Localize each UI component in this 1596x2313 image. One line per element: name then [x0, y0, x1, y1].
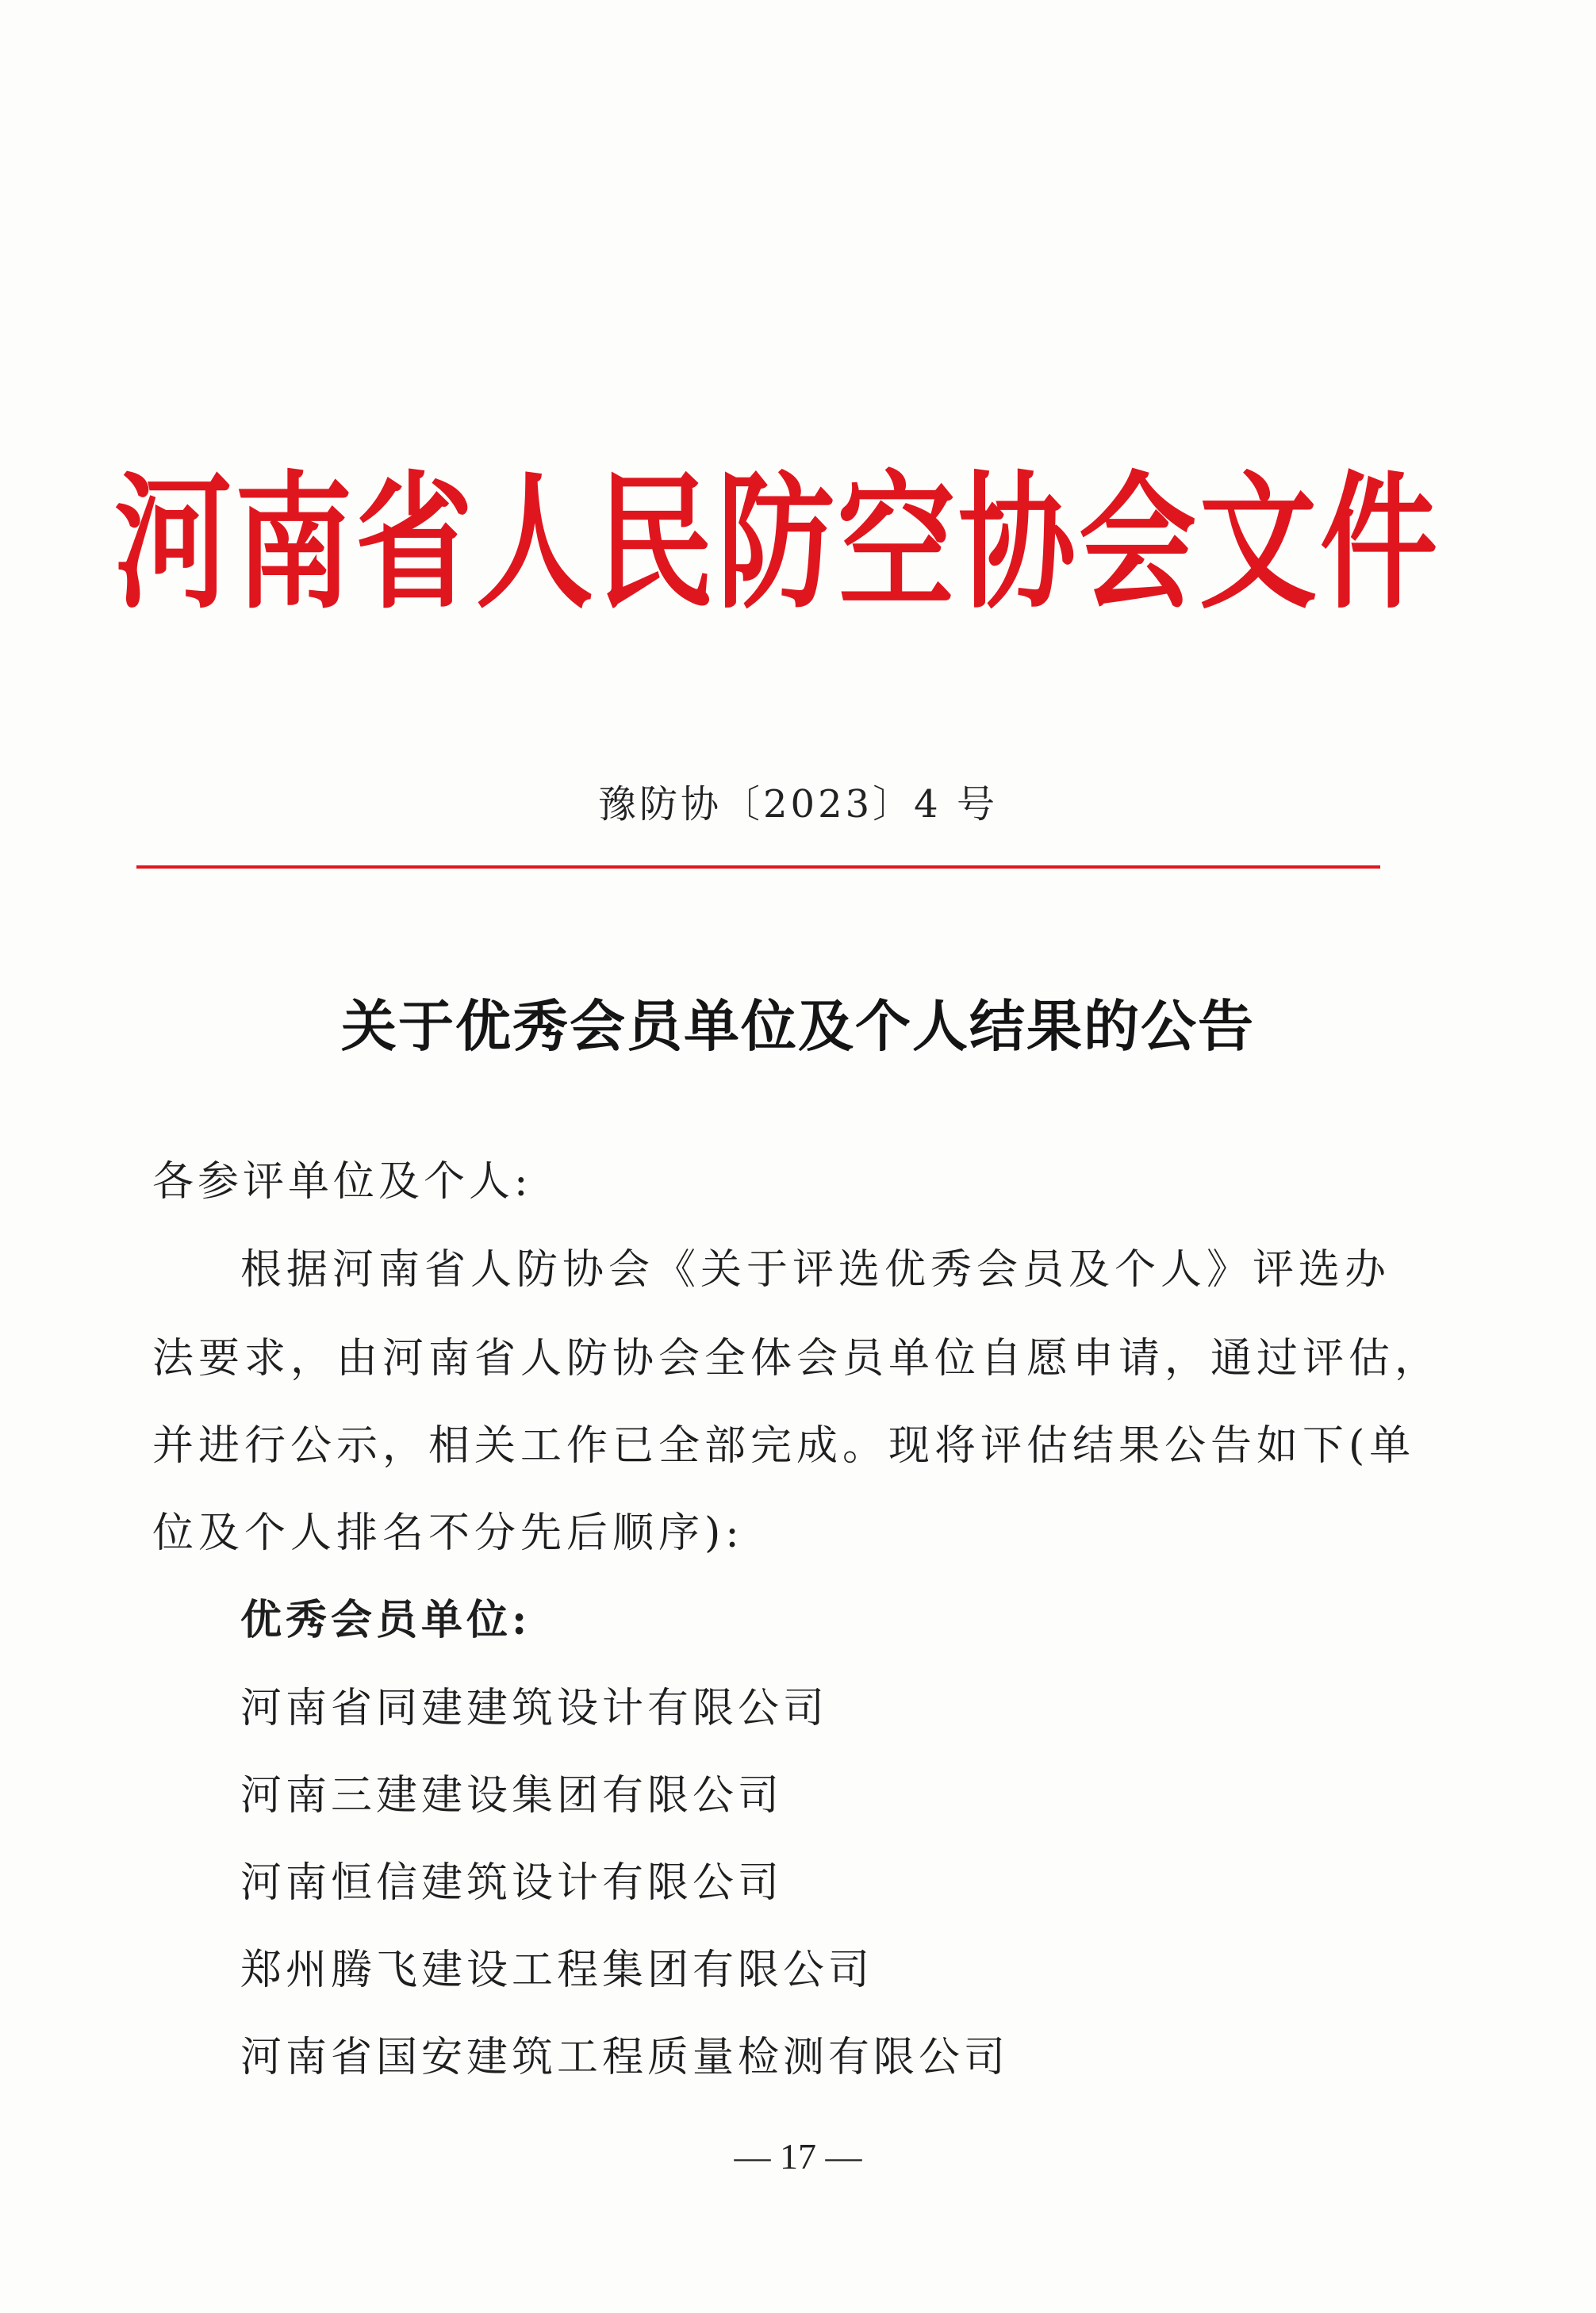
body-line: 并进行公示，相关工作已全部完成。现将评估结果公告如下(单 [152, 1422, 1416, 1470]
company-list [240, 1674, 1009, 2111]
masthead-title: 河南省人民防空协会文件 [114, 456, 1441, 629]
notice-title: 关于优秀会员单位及个人结果的公告 [341, 993, 1255, 1059]
company-list-item: 河南省同建建筑设计有限公司 [240, 1685, 829, 1732]
company-list-item: 河南三建建设集团有限公司 [240, 1772, 784, 1820]
body-line: 法要求，由河南省人防协会全体会员单位自愿申请，通过评估， [152, 1335, 1441, 1383]
red-divider-line [136, 865, 1380, 869]
salutation: 各参评单位及个人: [152, 1158, 532, 1206]
page-number: — 17 — [734, 2136, 862, 2177]
section-heading-excellent-units: 优秀会员单位: [240, 1596, 531, 1644]
company-list-item: 河南恒信建筑设计有限公司 [240, 1859, 784, 1907]
document-number: 豫防协〔2023〕4 号 [598, 782, 998, 827]
company-list-item: 河南省国安建筑工程质量检测有限公司 [240, 2034, 1010, 2081]
body-line: 根据河南省人防协会《关于评选优秀会员及个人》评选办 [240, 1246, 1391, 1294]
company-list-item: 郑州腾飞建设工程集团有限公司 [240, 1947, 874, 1994]
body-line: 位及个人排名不分先后顺序): [152, 1509, 744, 1557]
